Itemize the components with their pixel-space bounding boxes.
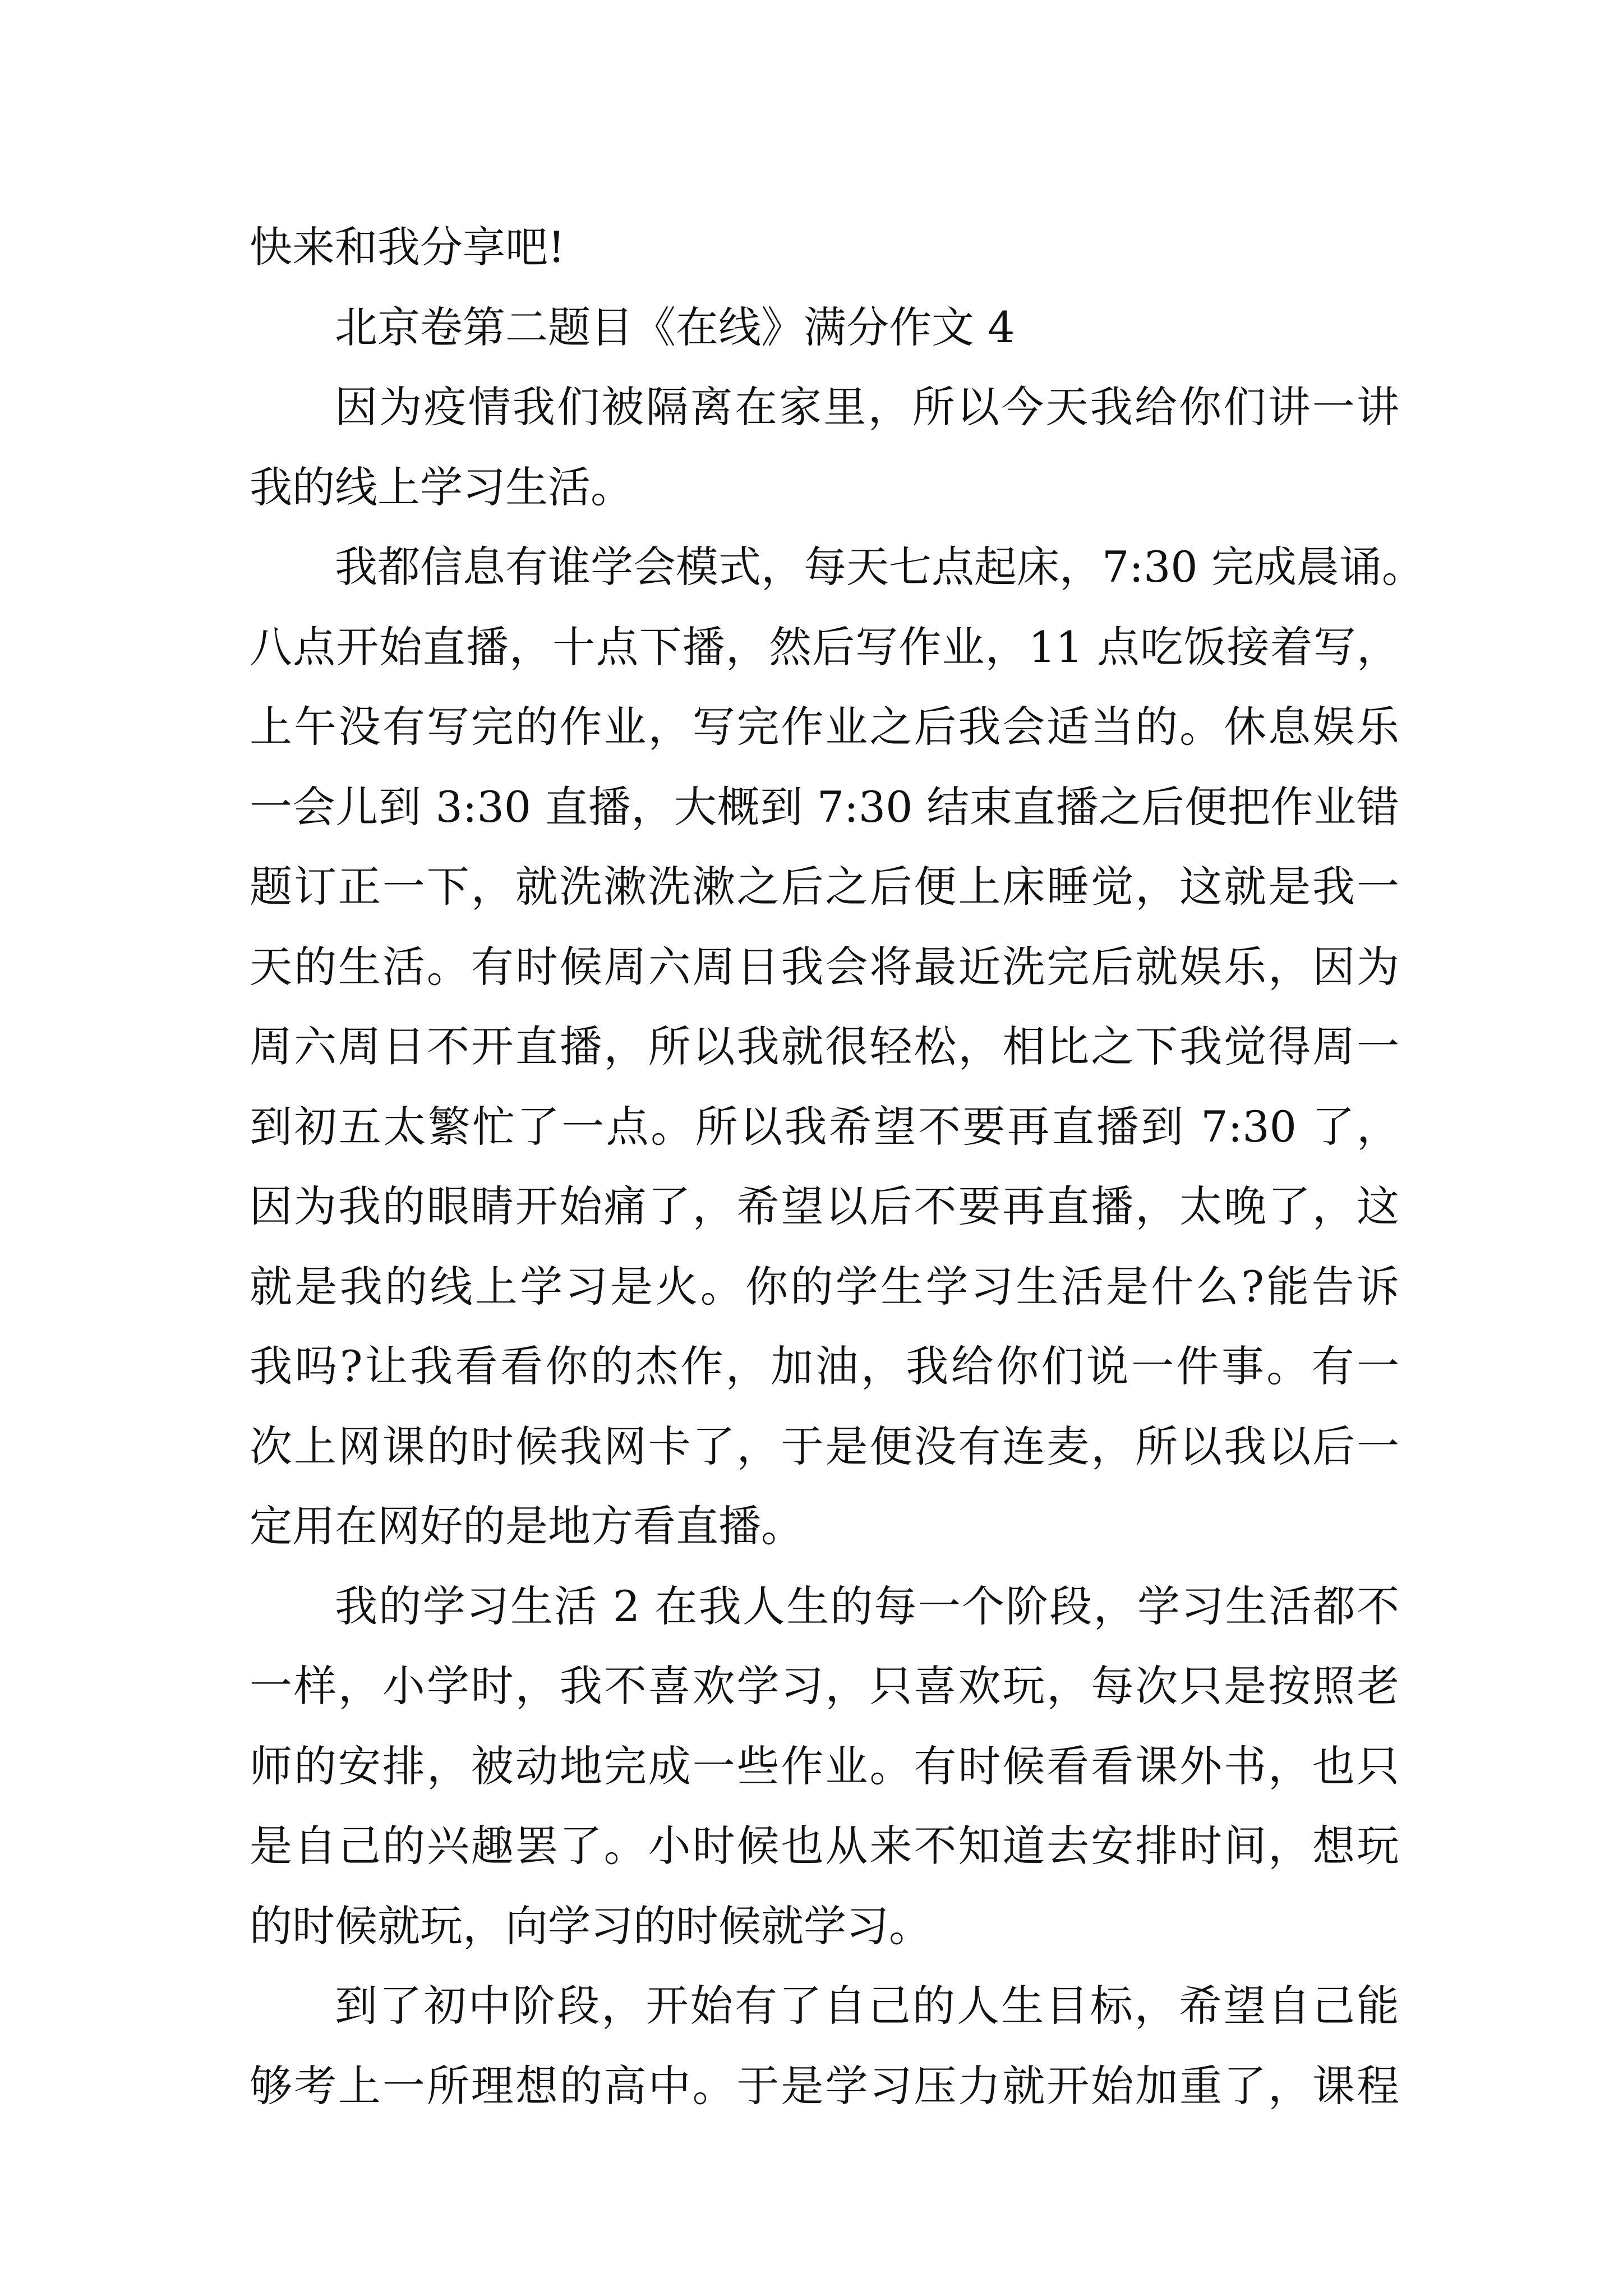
text-line-11: 周六周日不开直播，所以我就很轻松，相比之下我觉得周一 <box>250 1022 1399 1071</box>
text-line-15: 我吗?让我看看你的杰作，加油，我给你们说一件事。有一 <box>250 1341 1399 1391</box>
text-line-8: 一会儿到 3:30 直播，大概到 7:30 结束直播之后便把作业错 <box>250 781 1399 832</box>
text-line-3: 因为疫情我们被隔离在家里，所以今天我给你们讲一讲 <box>335 382 1399 432</box>
text-line-9: 题订正一下，就洗漱洗漱之后之后便上床睡觉，这就是我一 <box>250 862 1399 912</box>
text-line-16: 次上网课的时候我网卡了，于是便没有连麦，所以我以后一 <box>250 1421 1399 1471</box>
text-line-12: 到初五太繁忙了一点。所以我希望不要再直播到 7:30 了， <box>250 1101 1399 1152</box>
text-line-13: 因为我的眼睛开始痛了，希望以后不要再直播，太晚了，这 <box>250 1181 1399 1231</box>
text-line-7: 上午没有写完的作业，写完作业之后我会适当的。休息娱乐 <box>250 702 1399 752</box>
text-line-20: 师的安排，被动地完成一些作业。有时候看看课外书，也只 <box>250 1741 1399 1791</box>
text-line-1: 快来和我分享吧! <box>250 222 565 272</box>
text-line-6: 八点开始直播，十点下播，然后写作业，11 点吃饭接着写， <box>250 622 1399 672</box>
text-line-18: 我的学习生活 2 在我人生的每一个阶段，学习生活都不 <box>335 1581 1399 1631</box>
text-line-17: 定用在网好的是地方看直播。 <box>250 1501 804 1551</box>
text-line-5: 我都信息有谁学会模式，每天七点起床，7:30 完成晨诵。 <box>335 542 1424 592</box>
text-line-19: 一样，小学时，我不喜欢学习，只喜欢玩，每次只是按照老 <box>250 1661 1399 1711</box>
text-line-23: 到了初中阶段，开始有了自己的人生目标，希望自己能 <box>335 1981 1399 2031</box>
essay-title: 北京卷第二题目《在线》满分作文 4 <box>335 302 1015 352</box>
text-line-10: 天的生活。有时候周六周日我会将最近洗完后就娱乐，因为 <box>250 941 1399 992</box>
text-line-24: 够考上一所理想的高中。于是学习压力就开始加重了，课程 <box>250 2060 1399 2111</box>
text-line-4: 我的线上学习生活。 <box>250 462 633 512</box>
text-line-22: 的时候就玩，向学习的时候就学习。 <box>250 1901 932 1951</box>
text-line-14: 就是我的线上学习是火。你的学生学习生活是什么?能告诉 <box>250 1261 1399 1312</box>
essay-body <box>250 208 1424 2126</box>
text-line-21: 是自己的兴趣罢了。小时候也从来不知道去安排时间，想玩 <box>250 1821 1399 1871</box>
